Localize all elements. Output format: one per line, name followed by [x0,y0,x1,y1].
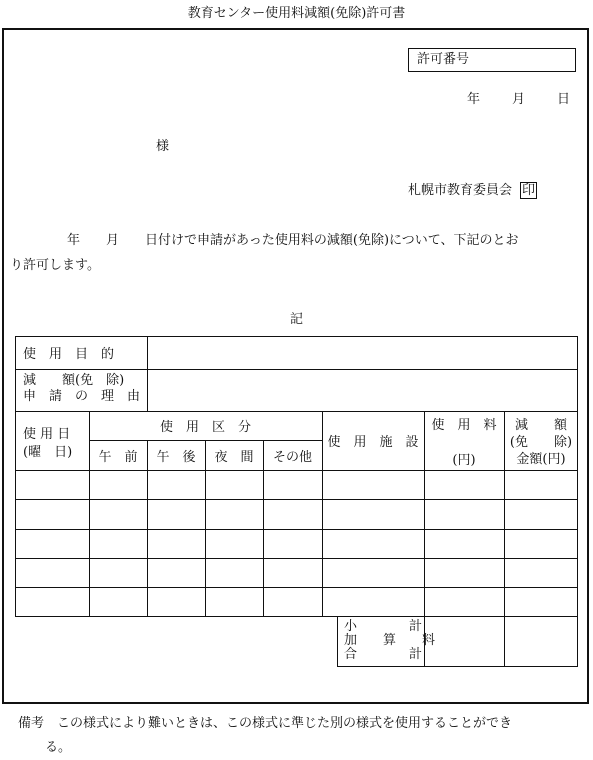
permit-number-field[interactable] [408,48,576,72]
am-label: 午 前 [98,449,138,465]
fee-label-1: 使 用 料 [431,418,497,433]
date-col-label-2: (曜 日) [23,445,73,460]
body-line-2: り許可します。 [10,258,100,273]
issuer-line [408,179,537,199]
permit-number-label: 許可番号 [417,52,470,67]
other-label: その他 [272,449,312,465]
issuer-name: 札幌市教育委員会 [408,183,513,198]
reason-label-2: 申 請 の 理 由 [23,389,141,404]
addressee-suffix: 様 [156,139,170,154]
division-label: 使 用 区 分 [159,420,251,435]
date-month: 月 [512,92,526,107]
usage-table [15,336,578,667]
date-day: 日 [557,92,571,107]
reduction-label-3: 金額(円) [516,452,566,467]
night-label: 夜 間 [214,449,254,465]
ki-heading: 記 [290,312,304,327]
reduction-label-1: 減 額 [514,418,567,433]
date-year: 年 [467,92,481,107]
seal-mark: 印 [522,183,536,198]
note-label: 備考 [18,716,45,731]
purpose-label: 使 用 目 的 [23,347,115,362]
reason-label-1: 減 額(免 除) [23,373,125,388]
fee-label-2: (円) [452,453,476,468]
facility-label: 使 用 施 設 [327,435,419,450]
subtotal-label: 小 計 [344,619,423,634]
body-line-1: 年 月 日付けで申請があった使用料の減額(免除)について、下記のとお [67,233,519,248]
body-text [10,228,585,278]
pm-label: 午 後 [156,449,196,465]
document-title: 教育センター使用料減額(免除)許可書 [187,6,406,21]
reduction-label-2: (免 除) [509,435,573,450]
date-col-label-1: 使 用 日 [23,427,71,442]
adjustment-label: 加 算 料 [344,633,436,648]
note-line-2: る。 [45,740,72,755]
total-label: 合 計 [344,647,423,662]
remarks [18,712,588,760]
note-line-1: この様式により難いときは、この様式に準じた別の様式を使用することができ [57,716,513,731]
